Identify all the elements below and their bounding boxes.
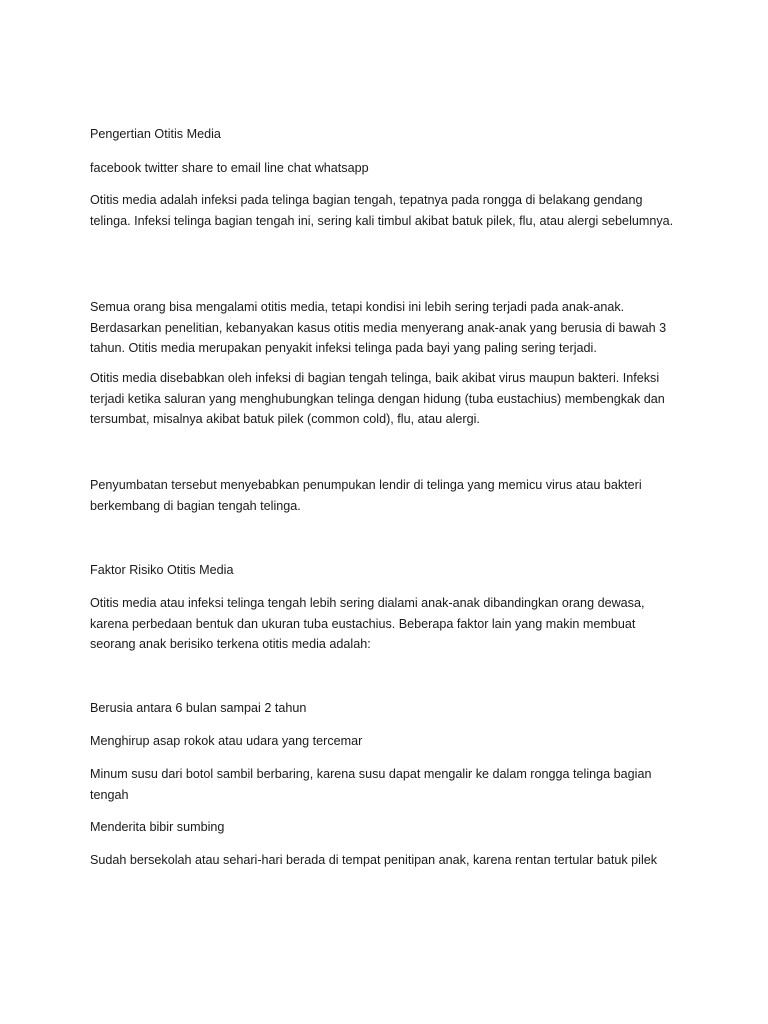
risk-factor-item: Minum susu dari botol sambil berbaring, karena susu dapat mengalir ke dalam rongga telinga bagian tengah bbox=[90, 767, 652, 802]
paragraph-definition: Otitis media adalah infeksi pada telinga bagian tengah, tepatnya pada rongga di belakang gendang telinga. Infeksi telinga bagian tengah ini, sering kali timbul akibat batuk pilek, flu, atau alergi sebelumnya. bbox=[90, 193, 674, 228]
paragraph-blockage: Penyumbatan tersebut menyebabkan penumpukan lendir di telinga yang memicu virus atau bakteri berkembang di bagian tengah telinga. bbox=[90, 478, 642, 513]
paragraph-cause: Otitis media disebabkan oleh infeksi di bagian tengah telinga, baik akibat virus maupun bakteri. Infeksi terjadi ketika saluran yang menghubungkan telinga dengan hidung (tuba eustachius) membengkak dan tersumbat, misalnya akibat batuk pilek (common cold), flu, atau alergi. bbox=[90, 371, 665, 426]
paragraph-prevalence: Semua orang bisa mengalami otitis media, tetapi kondisi ini lebih sering terjadi pada anak-anak. Berdasarkan penelitian, kebanyakan kasus otitis media menyerang anak-anak yang berusia di bawah 3 tahun. Otitis media merupakan penyakit infeksi telinga pada bayi yang paling sering terjadi. bbox=[90, 300, 667, 355]
paragraph-risk-intro: Otitis media atau infeksi telinga tengah lebih sering dialami anak-anak dibandingkan orang dewasa, karena perbedaan bentuk dan ukuran tuba eustachius. Beberapa faktor lain yang makin membuat seorang anak berisiko terkena otitis media adalah: bbox=[90, 596, 645, 651]
risk-factor-item: Menghirup asap rokok atau udara yang tercemar bbox=[90, 734, 363, 748]
risk-factor-item: Berusia antara 6 bulan sampai 2 tahun bbox=[90, 701, 307, 715]
section-heading-risk-factors: Faktor Risiko Otitis Media bbox=[90, 563, 234, 577]
risk-factor-item: Menderita bibir sumbing bbox=[90, 820, 225, 834]
risk-factor-item: Sudah bersekolah atau sehari-hari berada di tempat penitipan anak, karena rentan tertular batuk pilek bbox=[90, 853, 658, 867]
section-heading-definition: Pengertian Otitis Media bbox=[90, 127, 221, 141]
share-links-line: facebook twitter share to email line chat whatsapp bbox=[90, 161, 369, 175]
